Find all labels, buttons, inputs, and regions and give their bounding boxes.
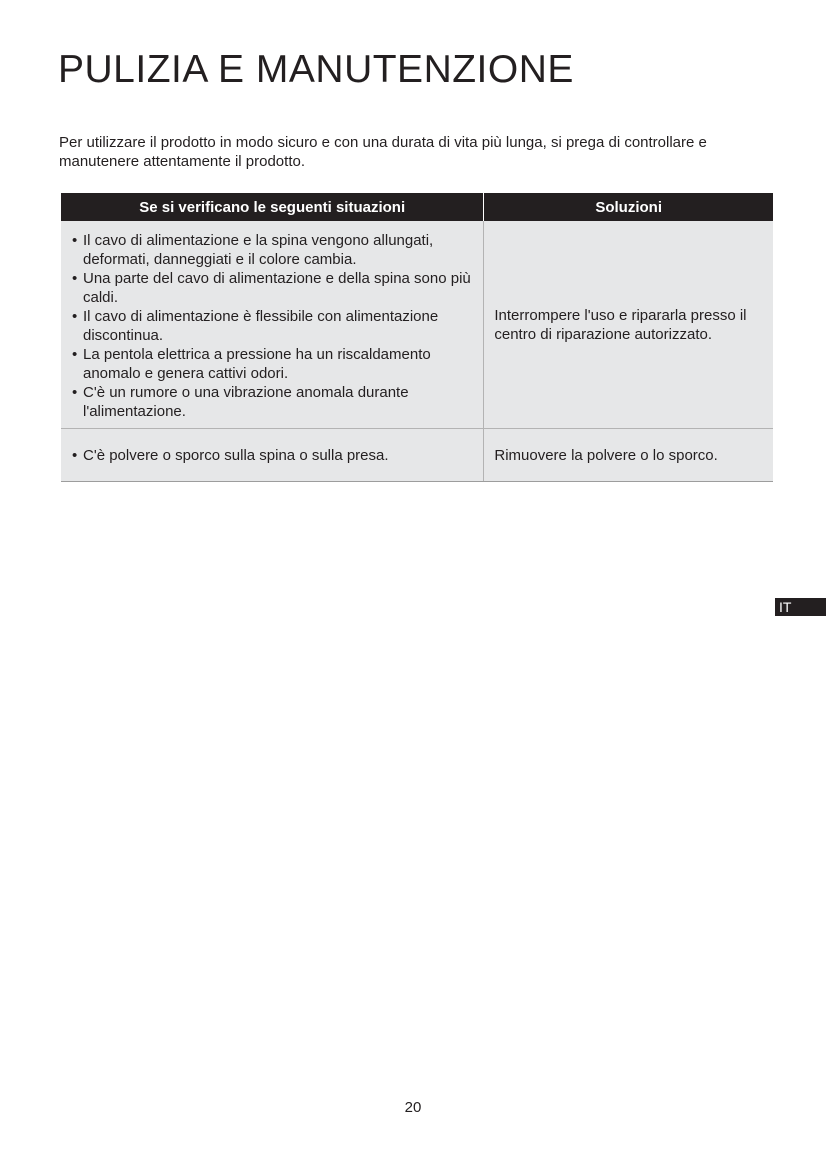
solution-cell — [484, 221, 773, 429]
header-solutions: Soluzioni — [484, 193, 773, 221]
page-title: PULIZIA E MANUTENZIONE — [58, 48, 574, 91]
situations-cell — [61, 429, 484, 482]
solution-text: Interrompere l'uso e ripararla presso il centro di riparazione autorizzato. — [494, 306, 747, 343]
solution-cell — [484, 429, 773, 482]
list-item: • La pentola elettrica a pressione ha un riscaldamento anomalo e genera cattivi odori. — [72, 345, 477, 383]
list-item: • C'è polvere o sporco sulla spina o sulla presa. — [72, 446, 477, 465]
intro-paragraph: Per utilizzare il prodotto in modo sicuro e con una durata di vita più lunga, si prega di controllare e manutenere attentamente il prodotto. — [59, 134, 707, 170]
solution-text: Rimuovere la polvere o lo sporco. — [494, 446, 718, 464]
table-header-row — [61, 193, 773, 221]
situations-list — [72, 231, 477, 421]
situations-cell — [61, 221, 484, 429]
language-tab: IT — [775, 598, 826, 616]
list-item: • Il cavo di alimentazione è flessibile con alimentazione discontinua. — [72, 307, 477, 345]
header-situations: Se si verificano le seguenti situazioni — [61, 193, 484, 221]
table-row — [61, 221, 773, 429]
situations-list — [72, 446, 477, 465]
page-number: 20 — [404, 1099, 422, 1116]
list-item: • Una parte del cavo di alimentazione e della spina sono più caldi. — [72, 269, 477, 307]
list-item: • Il cavo di alimentazione e la spina vengono allungati, deformati, danneggiati e il colore cambia. — [72, 231, 477, 269]
list-item: • C'è un rumore o una vibrazione anomala durante l'alimentazione. — [72, 383, 477, 421]
table-row — [61, 429, 773, 482]
maintenance-table — [61, 193, 773, 482]
